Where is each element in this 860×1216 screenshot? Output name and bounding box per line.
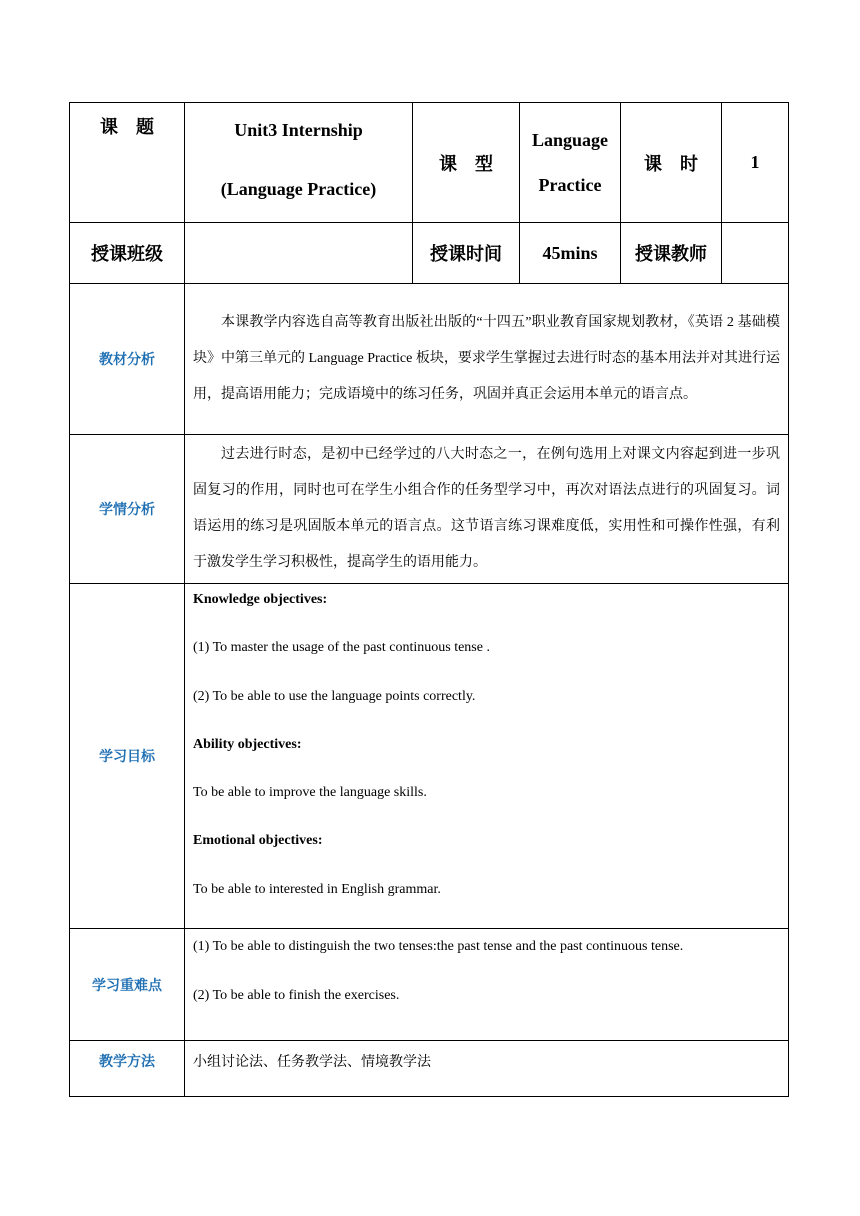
methods-label: 教学方法: [70, 1041, 185, 1097]
textbook-analysis-row: [70, 284, 789, 435]
topic-subtitle: (Language Practice): [220, 179, 377, 199]
student-analysis-label: 学情分析: [70, 435, 185, 584]
ability-item-1: To be able to improve the language skills.: [193, 785, 427, 801]
lesson-plan-table: [69, 102, 789, 1097]
textbook-analysis-text: 本课教学内容选自高等教育出版社出版的“十四五”职业教育国家规划教材，《英语 2 基础模块》中第三单元的 Language Practice 板块，要求学生掌握过去进行时态的基本用法并对其进行运用，提高语用能力；完成语境中的练习任务，巩固并真正会运用本单元的语言点。: [185, 284, 789, 435]
ability-title: Ability objectives:: [193, 736, 302, 752]
topic-title: Unit3 Internship: [234, 120, 363, 140]
hours-label: 课 时: [621, 103, 722, 223]
methods-row: [70, 1041, 789, 1097]
objectives-row: [70, 584, 789, 929]
type-label: 课 型: [413, 103, 520, 223]
knowledge-item-2: (2) To be able to use the language points correctly.: [193, 688, 476, 704]
key-points-row: [70, 929, 789, 1041]
header-row: [70, 103, 789, 223]
class-row: [70, 223, 789, 284]
knowledge-title: Knowledge objectives:: [193, 592, 328, 607]
textbook-analysis-label: 教材分析: [70, 284, 185, 435]
topic-cell: [185, 103, 413, 223]
type-value: [520, 103, 621, 223]
key-point-1: (1) To be able to distinguish the two tenses:the past tense and the past continuous tense.: [193, 939, 684, 955]
student-analysis-row: [70, 435, 789, 584]
key-points-cell: [185, 929, 789, 1041]
methods-text: 小组讨论法、任务教学法、情境教学法: [185, 1041, 789, 1097]
emotional-item-1: To be able to interested in English grammar.: [193, 881, 441, 897]
class-value: [185, 223, 413, 284]
knowledge-item-1: (1) To master the usage of the past continuous tense .: [193, 640, 490, 656]
time-value: 45mins: [520, 223, 621, 284]
objectives-label: 学习目标: [70, 584, 185, 929]
teacher-value: [722, 223, 789, 284]
key-point-2: (2) To be able to finish the exercises.: [193, 988, 400, 1004]
student-analysis-text: 过去进行时态，是初中已经学过的八大时态之一，在例句选用上对课文内容起到进一步巩固复习的作用，同时也可在学生小组合作的任务型学习中，再次对语法点进行的巩固复习。词语运用的练习是巩固版本单元的语言点。这节语言练习课难度低，实用性和可操作性强，有利于激发学生学习积极性，提高学生的语用能力。: [185, 435, 789, 584]
key-points-label: 学习重难点: [70, 929, 185, 1041]
hours-value: 1: [722, 103, 789, 223]
type-value-line1: Language: [531, 129, 609, 150]
emotional-title: Emotional objectives:: [193, 833, 323, 849]
time-label: 授课时间: [413, 223, 520, 284]
objectives-cell: [185, 584, 789, 929]
teacher-label: 授课教师: [621, 223, 722, 284]
type-value-line2: Practice: [538, 174, 602, 195]
topic-label: 课 题: [70, 103, 185, 223]
class-label: 授课班级: [70, 223, 185, 284]
